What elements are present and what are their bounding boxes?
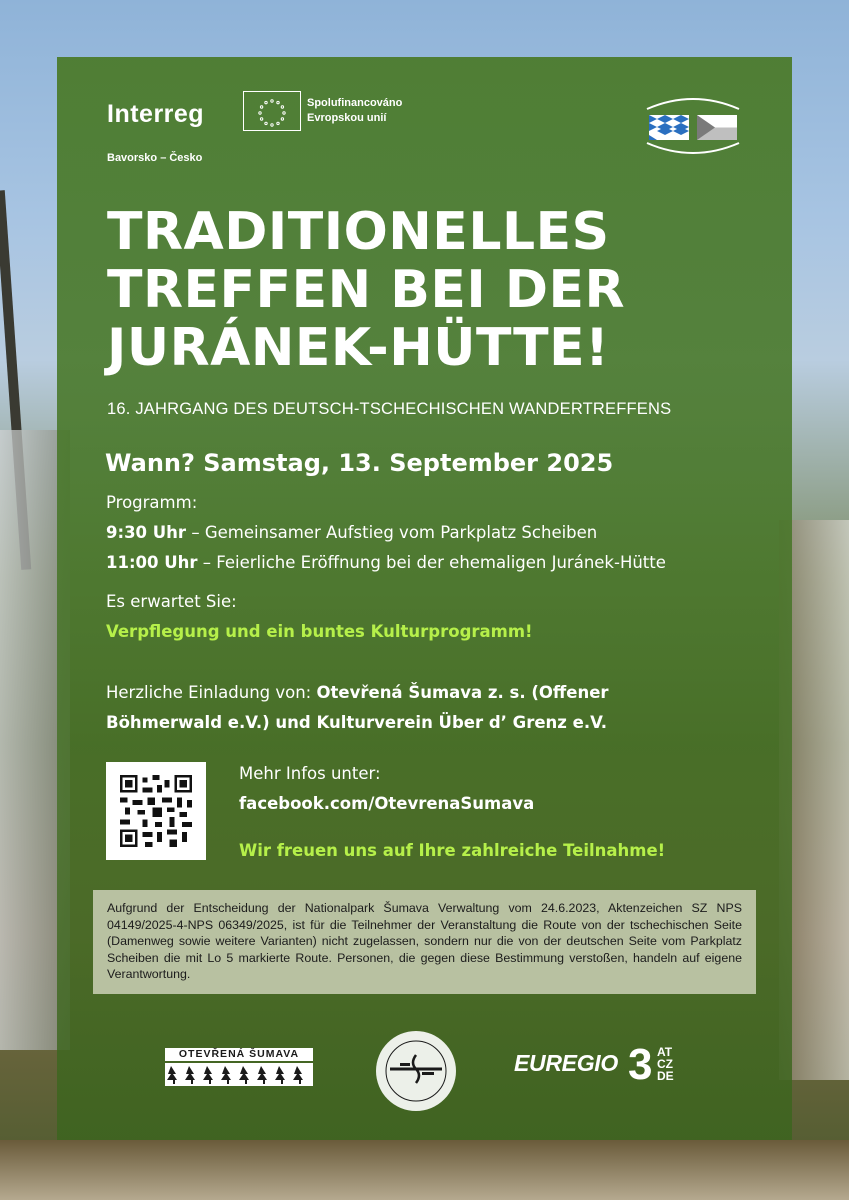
eu-text-line2: Evropskou unií <box>307 112 387 124</box>
eu-text-line1: Spolufinancováno <box>307 97 403 109</box>
region-label: Bavorsko – Česko <box>107 152 203 164</box>
page-title <box>107 203 625 377</box>
title-line-1: TRADITIONELLES <box>107 202 610 262</box>
program-label: Programm: <box>106 493 198 512</box>
invite-line-2: Böhmerwald e.V.) und Kulturverein Über d’ Grenz e.V. <box>106 713 608 732</box>
invite-org-1: Otevřená Šumava z. s. (Offener <box>316 683 609 702</box>
program-time-2: 11:00 Uhr <box>106 553 198 572</box>
background-ground <box>0 1140 849 1200</box>
invite-line-1 <box>106 683 609 702</box>
program-time-1: 9:30 Uhr <box>106 523 187 542</box>
program-text-2: – Feierliche Eröffnung bei der ehemaligen Juránek-Hütte <box>197 553 666 572</box>
invite-prefix: Herzliche Einladung von: <box>106 683 317 702</box>
event-date: Wann? Samstag, 13. September 2025 <box>105 449 614 477</box>
program-item-2 <box>106 553 666 572</box>
title-line-3: JURÁNEK-HÜTTE! <box>107 318 610 378</box>
euregio-country-codes <box>657 1046 674 1082</box>
otevrena-sumava-logo-icon <box>165 1050 313 1086</box>
eu-cofinanced-text <box>307 96 402 126</box>
facebook-link[interactable]: facebook.com/OtevrenaSumava <box>239 794 535 813</box>
expect-label: Es erwartet Sie: <box>106 592 237 611</box>
interreg-logo: Interreg <box>107 100 205 128</box>
expect-highlight: Verpflegung und ein buntes Kulturprogramm! <box>106 622 533 641</box>
route-notice: Aufgrund der Entscheidung der Nationalpark Šumava Verwaltung vom 24.6.2023, Aktenzeichen SZ NPS 04149/2025-4-NPS 06349/2025, ist für die Teilnehmer der Veranstaltung die Route von der tschechischen Seite (Damenweg sowie weitere Varianten) nicht zugelassen, sondern nur die von der deutschen Seite vom Parkplatz Scheiben die mit Lo 5 markierte Route. Personen, die gegen diese Bestimmung verstoßen, handeln auf eigene Verantwortung. <box>93 890 756 994</box>
closing-message: Wir freuen uns auf Ihre zahlreiche Teilnahme! <box>239 841 666 860</box>
uber-d-grenz-logo-icon <box>370 1025 462 1117</box>
euregio-code-de: DE <box>657 1069 674 1083</box>
title-line-2: TREFFEN BEI DER <box>107 260 626 320</box>
euregio-code-at: AT <box>657 1045 673 1059</box>
otevrena-sumava-logo-text: OTEVŘENÁ ŠUMAVA <box>165 1048 313 1061</box>
euregio-logo-text: EUREGIO <box>514 1050 618 1076</box>
bavaria-czech-flags-icon <box>643 95 743 157</box>
program-item-1 <box>106 523 597 542</box>
subtitle: 16. JAHRGANG DES DEUTSCH-TSCHECHISCHEN WANDERTREFFENS <box>107 400 672 418</box>
info-label: Mehr Infos unter: <box>239 764 381 783</box>
qr-code[interactable] <box>106 762 206 860</box>
program-text-1: – Gemeinsamer Aufstieg vom Parkplatz Scheiben <box>186 523 598 542</box>
euregio-logo-number: 3 <box>628 1040 653 1089</box>
euregio-code-cz: CZ <box>657 1057 673 1071</box>
eu-flag-icon <box>243 91 301 131</box>
